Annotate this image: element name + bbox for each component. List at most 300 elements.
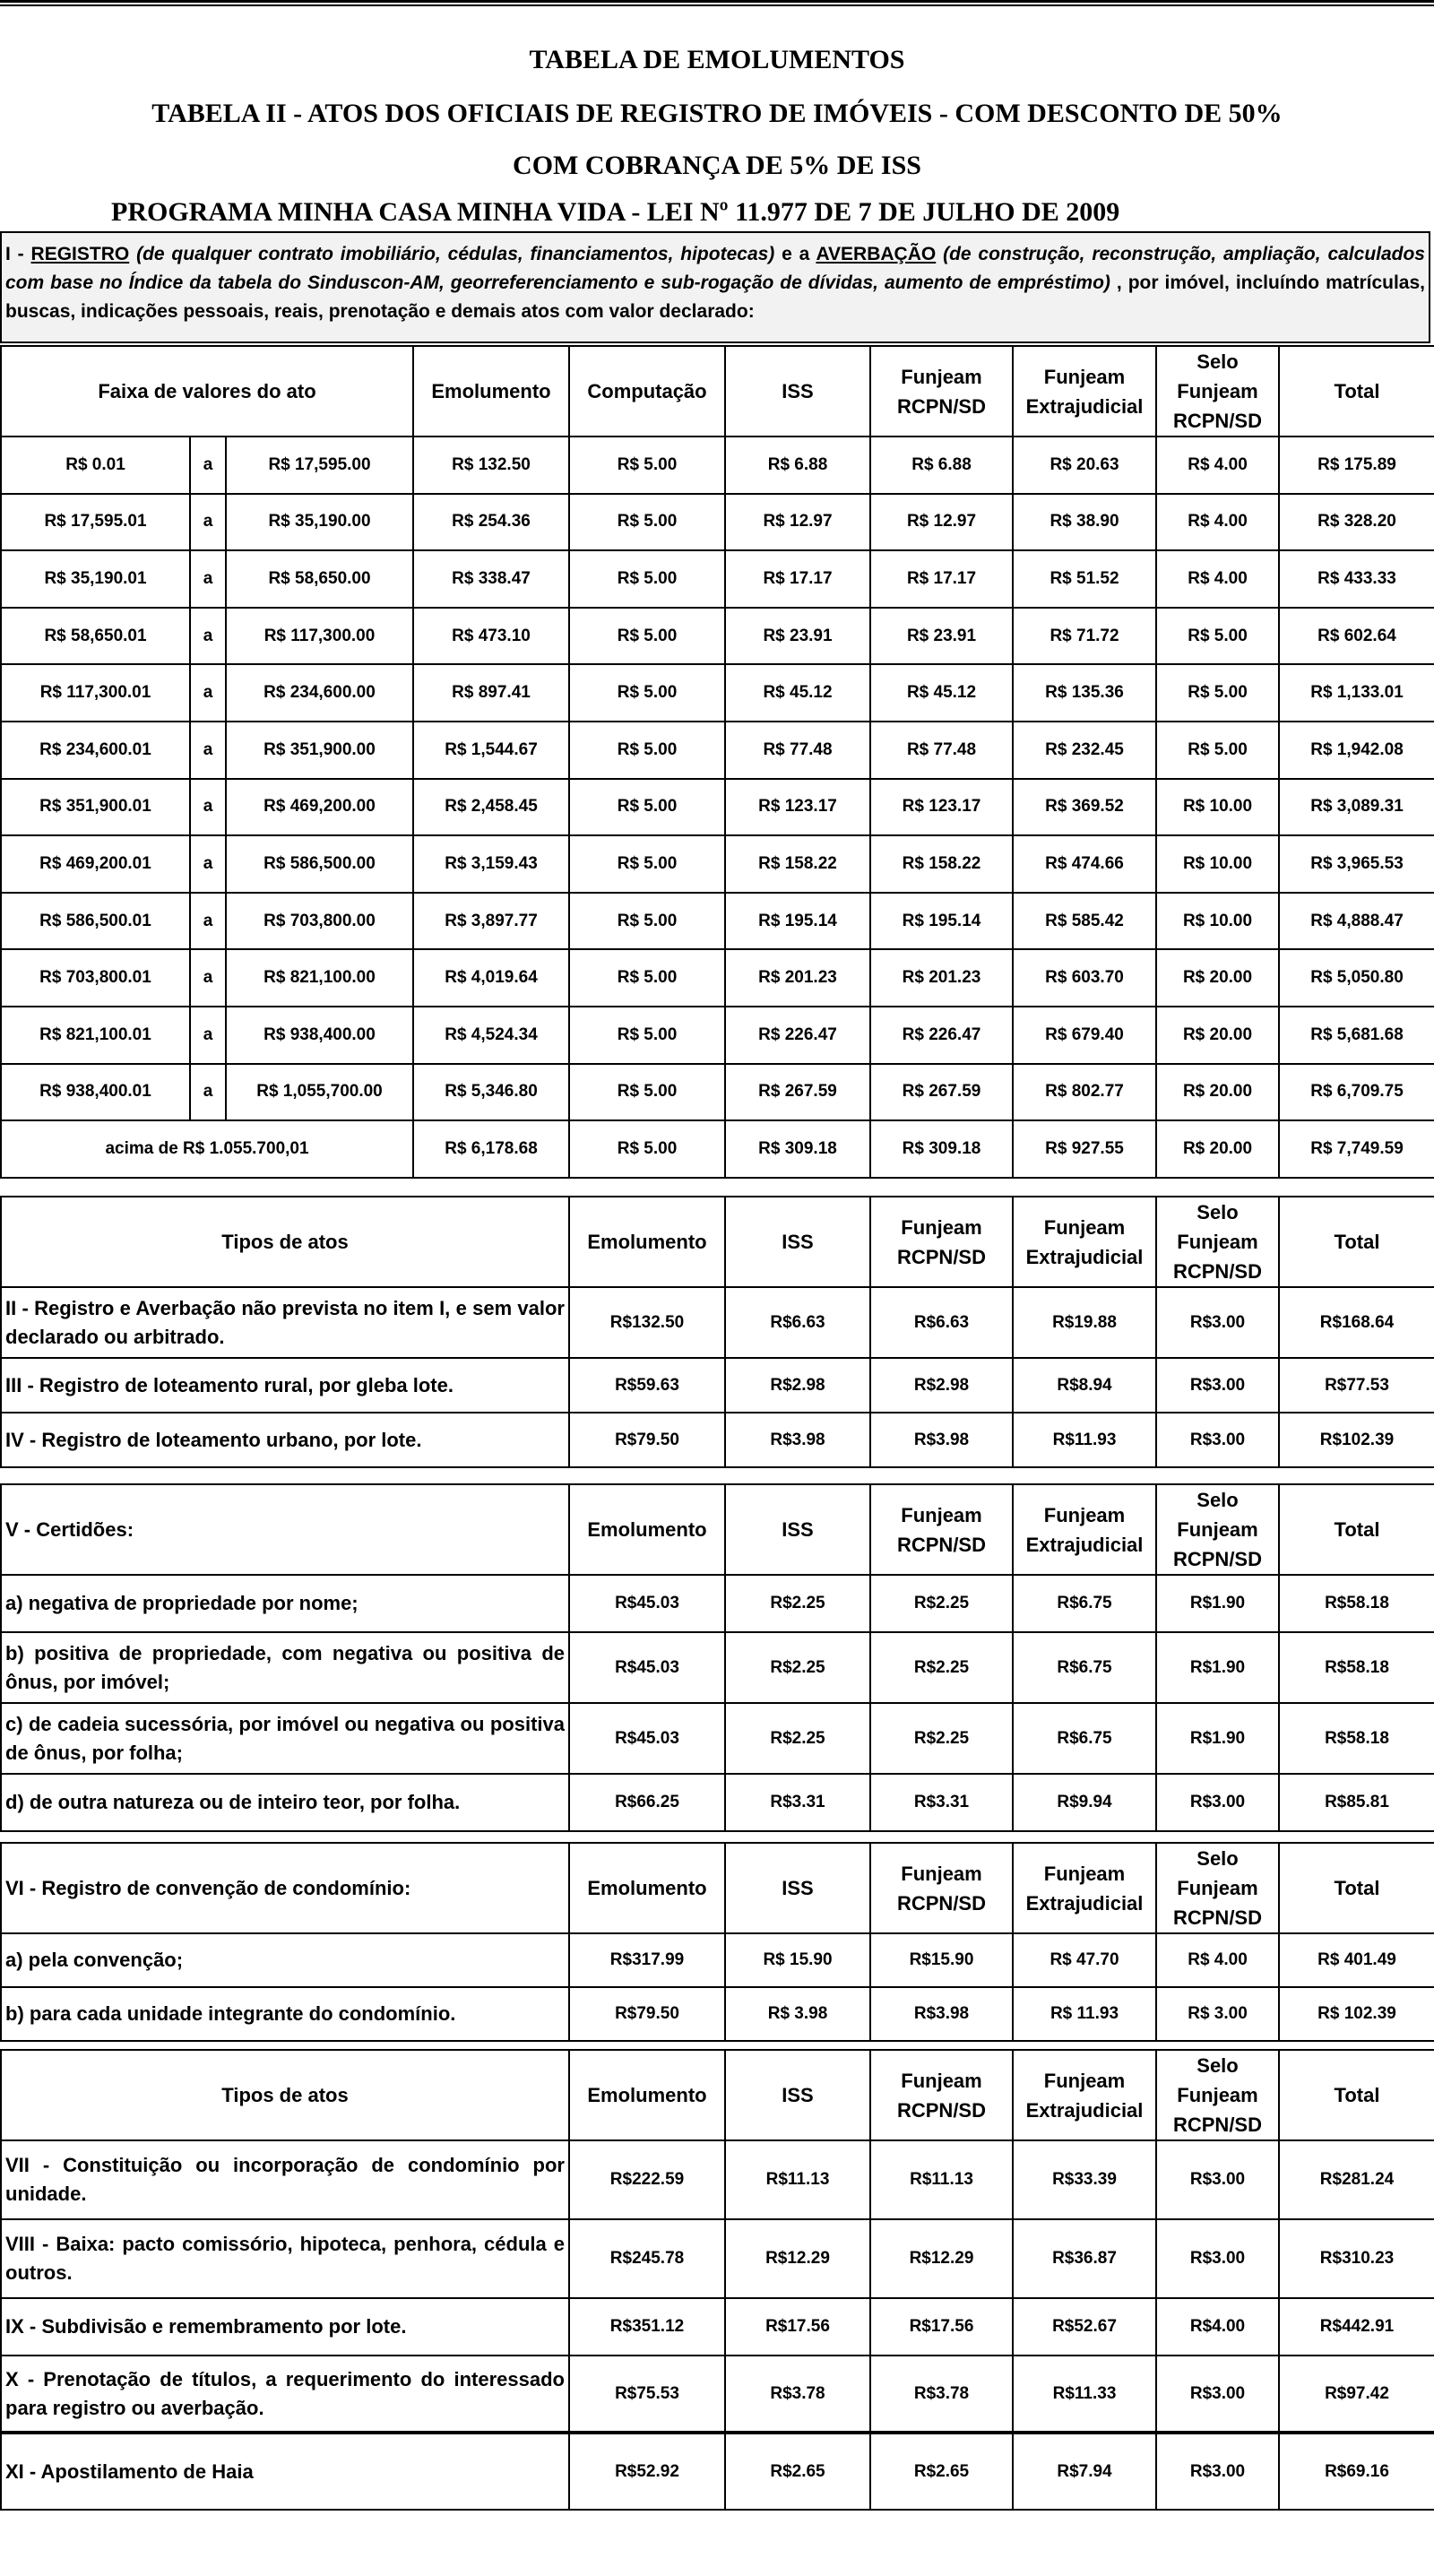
- cell-funjeam-extra: R$6.75: [1013, 1632, 1156, 1703]
- intro-suffix: , por imóvel, incluíndo matrículas, buscas, indicações pessoais, reais, prenotação e demais atos com valor declarado:: [5, 272, 1425, 322]
- cell-funjeam-extra: R$ 20.63: [1013, 437, 1156, 494]
- cell-funjeam-rcpn: R$ 123.17: [870, 779, 1013, 836]
- cell-funjeam-extra: R$ 47.70: [1013, 1933, 1156, 1987]
- cell-from: R$ 586,500.01: [1, 893, 190, 950]
- table-certidoes: [0, 1483, 1434, 1832]
- cell-description: X - Prenotação de títulos, a requerimento do interessado para registro ou averbação.: [1, 2356, 569, 2433]
- header-line: Selo: [1196, 1489, 1239, 1511]
- header-line: Funjeam: [1043, 2069, 1126, 2092]
- cell-total: R$ 6,709.75: [1279, 1064, 1434, 1121]
- cell-emolumento: R$ 3,897.77: [413, 893, 569, 950]
- cell-sep: a: [190, 835, 226, 893]
- header-funjeam-extra: [1013, 1197, 1156, 1287]
- cell-total: R$ 175.89: [1279, 437, 1434, 494]
- cell-iss: R$6.63: [725, 1287, 870, 1358]
- cell-emolumento: R$66.25: [569, 1774, 725, 1831]
- cell-funjeam-rcpn: R$2.65: [870, 2433, 1013, 2510]
- cell-funjeam-extra: R$ 679.40: [1013, 1007, 1156, 1064]
- header-faixa: Faixa de valores do ato: [1, 346, 413, 437]
- cell-emolumento: R$351.12: [569, 2298, 725, 2356]
- header-line: Selo: [1196, 2054, 1239, 2077]
- cell-funjeam-rcpn: R$ 195.14: [870, 893, 1013, 950]
- cell-emolumento: R$59.63: [569, 1358, 725, 1413]
- intro-prefix: I -: [5, 244, 31, 264]
- header-line: Funjeam: [1043, 1862, 1126, 1885]
- header-line: Selo: [1196, 1201, 1239, 1223]
- cell-description: VIII - Baixa: pacto comissório, hipoteca, penhora, cédula e outros.: [1, 2219, 569, 2298]
- header-line: Funjeam: [1177, 1231, 1258, 1253]
- header-iss: ISS: [725, 346, 870, 437]
- cell-description: c) de cadeia sucessória, por imóvel ou negativa ou positiva de ônus, por folha;: [1, 1703, 569, 1774]
- cell-funjeam-rcpn: R$ 12.97: [870, 494, 1013, 551]
- cell-emolumento: R$ 4,524.34: [413, 1007, 569, 1064]
- header-funjeam-rcpn: [870, 1197, 1013, 1287]
- cell-total: R$ 1,942.08: [1279, 722, 1434, 779]
- cell-total: R$ 1,133.01: [1279, 664, 1434, 722]
- cell-funjeam-extra: R$36.87: [1013, 2219, 1156, 2298]
- cell-iss: R$ 201.23: [725, 949, 870, 1007]
- table-row: [1, 608, 1434, 665]
- header-line: RCPN/SD: [1172, 2114, 1262, 2136]
- cell-funjeam-extra: R$7.94: [1013, 2433, 1156, 2510]
- header-line: RCPN/SD: [896, 1891, 986, 1915]
- cell-computacao: R$ 5.00: [569, 494, 725, 551]
- cell-to: R$ 821,100.00: [226, 949, 413, 1007]
- cell-funjeam-rcpn: R$ 45.12: [870, 664, 1013, 722]
- cell-total: R$ 5,050.80: [1279, 949, 1434, 1007]
- cell-description: a) pela convenção;: [1, 1933, 569, 1987]
- cell-sep: a: [190, 1064, 226, 1121]
- cell-computacao: R$ 5.00: [569, 893, 725, 950]
- cell-iss: R$ 6.88: [725, 437, 870, 494]
- cell-funjeam-extra: R$ 585.42: [1013, 893, 1156, 950]
- table-faixa-valores: [0, 345, 1434, 1179]
- cell-selo: R$ 3.00: [1156, 1987, 1279, 2041]
- table-row: [1, 1413, 1434, 1467]
- cell-funjeam-extra: R$ 474.66: [1013, 835, 1156, 893]
- table-row: [1, 1064, 1434, 1121]
- cell-selo: R$ 10.00: [1156, 893, 1279, 950]
- cell-sep: a: [190, 550, 226, 608]
- header-emolumento: Emolumento: [413, 346, 569, 437]
- intro-connector: e a: [782, 244, 816, 264]
- header-line: Funjeam: [901, 2069, 982, 2092]
- cell-from: R$ 58,650.01: [1, 608, 190, 665]
- table-row: [1, 1358, 1434, 1413]
- cell-funjeam-rcpn: R$3.98: [870, 1987, 1013, 2041]
- cell-funjeam-rcpn: R$12.29: [870, 2219, 1013, 2298]
- cell-to: R$ 17,595.00: [226, 437, 413, 494]
- cell-emolumento: R$222.59: [569, 2140, 725, 2219]
- cell-emolumento: R$75.53: [569, 2356, 725, 2433]
- header-funjeam-extra: [1013, 1843, 1156, 1933]
- top-rule: [0, 0, 1434, 3]
- cell-to: R$ 938,400.00: [226, 1007, 413, 1064]
- header-funjeam-extra: [1013, 2050, 1156, 2140]
- header-line: RCPN/SD: [896, 1533, 986, 1556]
- header-total: Total: [1279, 1484, 1434, 1575]
- cell-total: R$ 433.33: [1279, 550, 1434, 608]
- table-tipos-atos-vii-xi: [0, 2049, 1434, 2511]
- cell-range-above: acima de R$ 1.055.700,01: [1, 1120, 413, 1178]
- cell-iss: R$ 267.59: [725, 1064, 870, 1121]
- cell-funjeam-rcpn: R$2.25: [870, 1703, 1013, 1774]
- cell-iss: R$3.78: [725, 2356, 870, 2433]
- table-convencao-condominio: [0, 1842, 1434, 2042]
- cell-funjeam-rcpn: R$3.31: [870, 1774, 1013, 1831]
- cell-funjeam-rcpn: R$2.25: [870, 1575, 1013, 1632]
- header-row: [1, 1484, 1434, 1575]
- cell-computacao: R$ 5.00: [569, 722, 725, 779]
- cell-computacao: R$ 5.00: [569, 949, 725, 1007]
- header-line: Extrajudicial: [1025, 394, 1144, 418]
- cell-selo: R$ 10.00: [1156, 779, 1279, 836]
- cell-funjeam-rcpn: R$ 158.22: [870, 835, 1013, 893]
- header-line: Extrajudicial: [1025, 1891, 1144, 1915]
- table-row: [1, 494, 1434, 551]
- cell-funjeam-extra: R$33.39: [1013, 2140, 1156, 2219]
- header-line: Funjeam: [901, 365, 982, 388]
- cell-total: R$281.24: [1279, 2140, 1434, 2219]
- cell-emolumento: R$ 897.41: [413, 664, 569, 722]
- header-selo: [1156, 1843, 1279, 1933]
- header-total: Total: [1279, 1843, 1434, 1933]
- cell-selo: R$1.90: [1156, 1703, 1279, 1774]
- cell-emolumento: R$45.03: [569, 1632, 725, 1703]
- cell-funjeam-extra: R$9.94: [1013, 1774, 1156, 1831]
- header-line: Selo: [1196, 350, 1239, 373]
- cell-funjeam-extra: R$11.33: [1013, 2356, 1156, 2433]
- cell-funjeam-extra: R$ 38.90: [1013, 494, 1156, 551]
- cell-selo: R$3.00: [1156, 2356, 1279, 2433]
- table-row: [1, 2356, 1434, 2433]
- header-funjeam-rcpn: [870, 1843, 1013, 1933]
- header-funjeam-rcpn: [870, 1484, 1013, 1575]
- cell-funjeam-rcpn: R$2.25: [870, 1632, 1013, 1703]
- cell-emolumento: R$ 2,458.45: [413, 779, 569, 836]
- table-row: [1, 664, 1434, 722]
- cell-to: R$ 35,190.00: [226, 494, 413, 551]
- cell-total: R$102.39: [1279, 1413, 1434, 1467]
- cell-iss: R$ 123.17: [725, 779, 870, 836]
- cell-description: IV - Registro de loteamento urbano, por lote.: [1, 1413, 569, 1467]
- cell-funjeam-extra: R$ 369.52: [1013, 779, 1156, 836]
- intro-registro: REGISTRO: [30, 244, 130, 264]
- cell-total: R$442.91: [1279, 2298, 1434, 2356]
- cell-funjeam-extra: R$ 71.72: [1013, 608, 1156, 665]
- cell-funjeam-rcpn: R$3.78: [870, 2356, 1013, 2433]
- cell-from: R$ 821,100.01: [1, 1007, 190, 1064]
- header-row: [1, 1197, 1434, 1287]
- cell-total: R$77.53: [1279, 1358, 1434, 1413]
- table-row: [1, 1287, 1434, 1358]
- cell-funjeam-rcpn: R$ 201.23: [870, 949, 1013, 1007]
- header-line: Selo: [1196, 1847, 1239, 1870]
- header-line: Extrajudicial: [1025, 1245, 1144, 1268]
- cell-sep: a: [190, 608, 226, 665]
- header-iss: ISS: [725, 1843, 870, 1933]
- cell-iss: R$11.13: [725, 2140, 870, 2219]
- cell-from: R$ 938,400.01: [1, 1064, 190, 1121]
- header-line: Funjeam: [901, 1503, 982, 1526]
- cell-iss: R$ 195.14: [725, 893, 870, 950]
- cell-total: R$58.18: [1279, 1575, 1434, 1632]
- table-row: [1, 2298, 1434, 2356]
- cell-from: R$ 0.01: [1, 437, 190, 494]
- cell-total: R$ 3,965.53: [1279, 835, 1434, 893]
- cell-sep: a: [190, 437, 226, 494]
- cell-funjeam-extra: R$11.93: [1013, 1413, 1156, 1467]
- intro-registro-detail: (de qualquer contrato imobiliário, cédulas, financiamentos, hipotecas): [129, 244, 782, 264]
- table-row: [1, 1703, 1434, 1774]
- cell-emolumento: R$45.03: [569, 1575, 725, 1632]
- cell-funjeam-extra: R$8.94: [1013, 1358, 1156, 1413]
- cell-total: R$ 102.39: [1279, 1987, 1434, 2041]
- header-total: Total: [1279, 1197, 1434, 1287]
- header-selo: [1156, 1197, 1279, 1287]
- cell-emolumento: R$52.92: [569, 2433, 725, 2510]
- cell-from: R$ 703,800.01: [1, 949, 190, 1007]
- cell-from: R$ 35,190.01: [1, 550, 190, 608]
- cell-sep: a: [190, 1007, 226, 1064]
- cell-selo: R$ 4.00: [1156, 550, 1279, 608]
- cell-funjeam-extra: R$6.75: [1013, 1575, 1156, 1632]
- header-line: RCPN/SD: [896, 1245, 986, 1268]
- cell-description: b) positiva de propriedade, com negativa ou positiva de ônus, por imóvel;: [1, 1632, 569, 1703]
- cell-iss: R$2.65: [725, 2433, 870, 2510]
- header-tipos-de-atos: Tipos de atos: [1, 1197, 569, 1287]
- table-row: [1, 1007, 1434, 1064]
- cell-selo: R$ 4.00: [1156, 1933, 1279, 1987]
- cell-computacao: R$ 5.00: [569, 1064, 725, 1121]
- cell-iss: R$12.29: [725, 2219, 870, 2298]
- cell-total: R$58.18: [1279, 1632, 1434, 1703]
- cell-funjeam-extra: R$19.88: [1013, 1287, 1156, 1358]
- cell-from: R$ 351,900.01: [1, 779, 190, 836]
- cell-funjeam-extra: R$ 927.55: [1013, 1120, 1156, 1178]
- cell-computacao: R$ 5.00: [569, 664, 725, 722]
- cell-funjeam-extra: R$ 11.93: [1013, 1987, 1156, 2041]
- cell-to: R$ 703,800.00: [226, 893, 413, 950]
- cell-funjeam-extra: R$52.67: [1013, 2298, 1156, 2356]
- cell-total: R$ 3,089.31: [1279, 779, 1434, 836]
- table-row: [1, 722, 1434, 779]
- cell-sep: a: [190, 494, 226, 551]
- intro-averbacao-detail: (de construção, reconstrução, ampliação, calculados com base no Índice da tabela do Sinduscon-AM, georreferenciamento e sub-rogação de dívidas, aumento de empréstimo): [5, 244, 1425, 293]
- cell-funjeam-extra: R$ 802.77: [1013, 1064, 1156, 1121]
- cell-selo: R$ 4.00: [1156, 437, 1279, 494]
- header-emolumento: Emolumento: [569, 1843, 725, 1933]
- cell-emolumento: R$ 1,544.67: [413, 722, 569, 779]
- cell-from: R$ 117,300.01: [1, 664, 190, 722]
- header-line: RCPN/SD: [1172, 410, 1262, 432]
- cell-total: R$ 328.20: [1279, 494, 1434, 551]
- cell-selo: R$3.00: [1156, 2219, 1279, 2298]
- cell-description: b) para cada unidade integrante do condomínio.: [1, 1987, 569, 2041]
- cell-emolumento: R$79.50: [569, 1413, 725, 1467]
- cell-iss: R$ 45.12: [725, 664, 870, 722]
- cell-funjeam-rcpn: R$ 17.17: [870, 550, 1013, 608]
- cell-funjeam-rcpn: R$6.63: [870, 1287, 1013, 1358]
- cell-computacao: R$ 5.00: [569, 437, 725, 494]
- cell-iss: R$ 23.91: [725, 608, 870, 665]
- cell-emolumento: R$79.50: [569, 1987, 725, 2041]
- header-line: Funjeam: [1043, 1503, 1126, 1526]
- cell-selo: R$3.00: [1156, 1287, 1279, 1358]
- header-funjeam-extra: [1013, 346, 1156, 437]
- cell-description: VII - Constituição ou incorporação de condomínio por unidade.: [1, 2140, 569, 2219]
- cell-emolumento: R$ 6,178.68: [413, 1120, 569, 1178]
- cell-selo: R$3.00: [1156, 2433, 1279, 2510]
- cell-to: R$ 586,500.00: [226, 835, 413, 893]
- header-funjeam-rcpn: [870, 346, 1013, 437]
- cell-total: R$97.42: [1279, 2356, 1434, 2433]
- table-row: [1, 1632, 1434, 1703]
- cell-computacao: R$ 5.00: [569, 1007, 725, 1064]
- cell-from: R$ 17,595.01: [1, 494, 190, 551]
- cell-iss: R$3.98: [725, 1413, 870, 1467]
- cell-emolumento: R$45.03: [569, 1703, 725, 1774]
- cell-funjeam-extra: R$ 603.70: [1013, 949, 1156, 1007]
- cell-computacao: R$ 5.00: [569, 1120, 725, 1178]
- cell-emolumento: R$ 254.36: [413, 494, 569, 551]
- cell-selo: R$ 5.00: [1156, 664, 1279, 722]
- header-line: Extrajudicial: [1025, 2098, 1144, 2122]
- cell-selo: R$ 20.00: [1156, 949, 1279, 1007]
- header-certidoes: V - Certidões:: [1, 1484, 569, 1575]
- cell-selo: R$ 4.00: [1156, 494, 1279, 551]
- cell-selo: R$3.00: [1156, 1413, 1279, 1467]
- cell-sep: a: [190, 779, 226, 836]
- cell-funjeam-extra: R$ 232.45: [1013, 722, 1156, 779]
- cell-funjeam-rcpn: R$ 6.88: [870, 437, 1013, 494]
- header-line: RCPN/SD: [896, 2098, 986, 2122]
- header-line: RCPN/SD: [1172, 1260, 1262, 1283]
- cell-total: R$69.16: [1279, 2433, 1434, 2510]
- cell-iss: R$ 309.18: [725, 1120, 870, 1178]
- cell-description: a) negativa de propriedade por nome;: [1, 1575, 569, 1632]
- cell-to: R$ 117,300.00: [226, 608, 413, 665]
- cell-description: IX - Subdivisão e remembramento por lote.: [1, 2298, 569, 2356]
- document-title: TABELA DE EMOLUMENTOS: [529, 45, 905, 74]
- document-subtitle: TABELA II - ATOS DOS OFICIAIS DE REGISTRO DE IMÓVEIS - COM DESCONTO DE 50%: [151, 99, 1283, 128]
- cell-computacao: R$ 5.00: [569, 779, 725, 836]
- top-rule-thin: [0, 4, 1434, 6]
- header-line: RCPN/SD: [1172, 1548, 1262, 1570]
- cell-emolumento: R$245.78: [569, 2219, 725, 2298]
- table-tipos-atos-ii-iv: [0, 1196, 1434, 1468]
- cell-description: II - Registro e Averbação não prevista no item I, e sem valor declarado ou arbitrado.: [1, 1287, 569, 1358]
- table-row: [1, 437, 1434, 494]
- header-selo: [1156, 2050, 1279, 2140]
- header-line: Funjeam: [901, 1215, 982, 1239]
- cell-computacao: R$ 5.00: [569, 835, 725, 893]
- header-line: Funjeam: [1177, 2084, 1258, 2106]
- cell-to: R$ 234,600.00: [226, 664, 413, 722]
- table-row: [1, 1987, 1434, 2041]
- cell-from: R$ 234,600.01: [1, 722, 190, 779]
- cell-to: R$ 351,900.00: [226, 722, 413, 779]
- header-tipos-de-atos: Tipos de atos: [1, 2050, 569, 2140]
- cell-total: R$ 401.49: [1279, 1933, 1434, 1987]
- header-iss: ISS: [725, 1197, 870, 1287]
- cell-iss: R$ 3.98: [725, 1987, 870, 2041]
- cell-total: R$ 5,681.68: [1279, 1007, 1434, 1064]
- header-iss: ISS: [725, 2050, 870, 2140]
- cell-funjeam-rcpn: R$2.98: [870, 1358, 1013, 1413]
- header-line: Funjeam: [1177, 1518, 1258, 1541]
- cell-emolumento: R$ 473.10: [413, 608, 569, 665]
- cell-funjeam-rcpn: R$ 23.91: [870, 608, 1013, 665]
- cell-to: R$ 1,055,700.00: [226, 1064, 413, 1121]
- cell-to: R$ 469,200.00: [226, 779, 413, 836]
- cell-total: R$85.81: [1279, 1774, 1434, 1831]
- table-row: [1, 893, 1434, 950]
- cell-total: R$58.18: [1279, 1703, 1434, 1774]
- table-row: [1, 1774, 1434, 1831]
- header-convencao: VI - Registro de convenção de condomínio:: [1, 1843, 569, 1933]
- cell-iss: R$ 226.47: [725, 1007, 870, 1064]
- cell-iss: R$ 77.48: [725, 722, 870, 779]
- cell-funjeam-rcpn: R$3.98: [870, 1413, 1013, 1467]
- cell-iss: R$2.25: [725, 1632, 870, 1703]
- header-row: [1, 2050, 1434, 2140]
- cell-iss: R$2.98: [725, 1358, 870, 1413]
- header-row: [1, 1843, 1434, 1933]
- header-line: Funjeam: [1043, 365, 1126, 388]
- cell-sep: a: [190, 722, 226, 779]
- cell-funjeam-extra: R$6.75: [1013, 1703, 1156, 1774]
- cell-selo: R$ 20.00: [1156, 1007, 1279, 1064]
- cell-funjeam-rcpn: R$ 226.47: [870, 1007, 1013, 1064]
- cell-computacao: R$ 5.00: [569, 550, 725, 608]
- cell-emolumento: R$ 3,159.43: [413, 835, 569, 893]
- cell-selo: R$4.00: [1156, 2298, 1279, 2356]
- cell-computacao: R$ 5.00: [569, 608, 725, 665]
- cell-selo: R$ 20.00: [1156, 1064, 1279, 1121]
- cell-selo: R$3.00: [1156, 2140, 1279, 2219]
- cell-funjeam-rcpn: R$ 267.59: [870, 1064, 1013, 1121]
- cell-funjeam-rcpn: R$15.90: [870, 1933, 1013, 1987]
- table-row: [1, 779, 1434, 836]
- cell-selo: R$1.90: [1156, 1632, 1279, 1703]
- cell-funjeam-extra: R$ 51.52: [1013, 550, 1156, 608]
- header-selo: [1156, 346, 1279, 437]
- cell-selo: R$ 5.00: [1156, 722, 1279, 779]
- cell-selo: R$1.90: [1156, 1575, 1279, 1632]
- cell-funjeam-rcpn: R$17.56: [870, 2298, 1013, 2356]
- cell-iss: R$ 17.17: [725, 550, 870, 608]
- header-line: RCPN/SD: [1172, 1906, 1262, 1929]
- header-computacao: Computação: [569, 346, 725, 437]
- cell-total: R$ 602.64: [1279, 608, 1434, 665]
- header-emolumento: Emolumento: [569, 2050, 725, 2140]
- section-i-intro: [0, 231, 1430, 343]
- cell-emolumento: R$ 5,346.80: [413, 1064, 569, 1121]
- cell-funjeam-rcpn: R$11.13: [870, 2140, 1013, 2219]
- header-line: Extrajudicial: [1025, 1533, 1144, 1556]
- cell-emolumento: R$ 4,019.64: [413, 949, 569, 1007]
- table-row: [1, 835, 1434, 893]
- cell-sep: a: [190, 664, 226, 722]
- cell-description: XI - Apostilamento de Haia: [1, 2433, 569, 2510]
- document-program-title: PROGRAMA MINHA CASA MINHA VIDA - LEI Nº 11.977 DE 7 DE JULHO DE 2009: [111, 197, 1120, 227]
- cell-description: III - Registro de loteamento rural, por gleba lote.: [1, 1358, 569, 1413]
- table-row: [1, 2140, 1434, 2219]
- table-row: [1, 550, 1434, 608]
- cell-iss: R$ 12.97: [725, 494, 870, 551]
- cell-to: R$ 58,650.00: [226, 550, 413, 608]
